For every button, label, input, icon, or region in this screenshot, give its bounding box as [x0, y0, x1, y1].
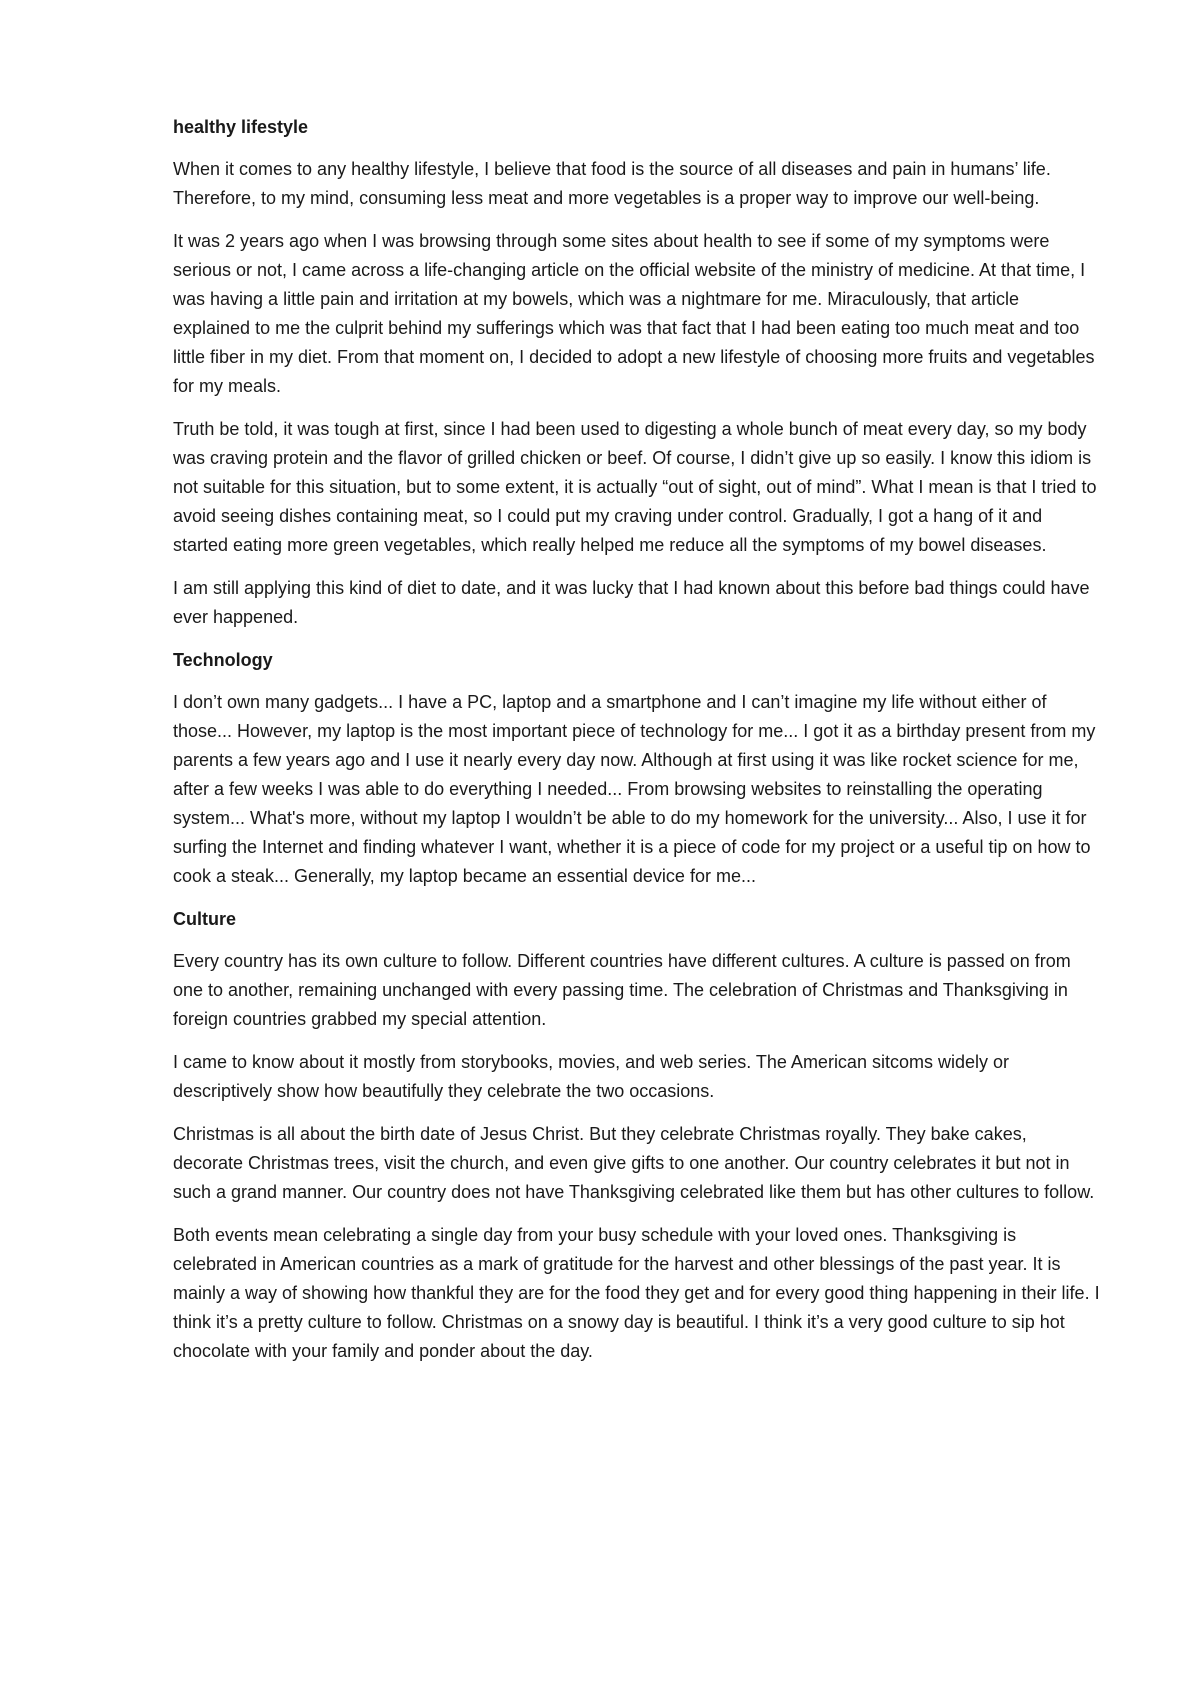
section-technology [173, 646, 1100, 891]
paragraph: It was 2 years ago when I was browsing through some sites about health to see if some of my symptoms were serious or not, I came across a life-changing article on the official website of the ministry of medicine. At that time, I was having a little pain and irritation at my bowels, which was a nightmare for me. Miraculously, that article explained to me the culprit behind my sufferings which was that fact that I had been eating too much meat and too little fiber in my diet. From that moment on, I decided to adopt a new lifestyle of choosing more fruits and vegetables for my meals. [173, 231, 1095, 396]
paragraph: When it comes to any healthy lifestyle, I believe that food is the source of all diseases and pain in humans’ life. Therefore, to my mind, consuming less meat and more vegetables is a proper way to improve our well-being. [173, 159, 1051, 208]
paragraph: Every country has its own culture to follow. Different countries have different cultures. A culture is passed on from one to another, remaining unchanged with every passing time. The celebration of Christmas and Thanksgiving in foreign countries grabbed my special attention. [173, 951, 1071, 1029]
section-heading: Technology [173, 650, 273, 670]
paragraph: I am still applying this kind of diet to date, and it was lucky that I had known about this before bad things could have ever happened. [173, 578, 1090, 627]
paragraph: Both events mean celebrating a single day from your busy schedule with your loved ones. Thanksgiving is celebrated in American countries as a mark of gratitude for the harvest and other blessings of the past year. It is mainly a way of showing how thankful they are for the food they get and for every good thing happening in their life. I think it’s a pretty culture to follow. Christmas on a snowy day is beautiful. I think it’s a very good culture to sip hot chocolate with your family and ponder about the day. [173, 1225, 1100, 1361]
paragraph: Christmas is all about the birth date of Jesus Christ. But they celebrate Christmas royally. They bake cakes, decorate Christmas trees, visit the church, and even give gifts to one another. Our country celebrates it but not in such a grand manner. Our country does not have Thanksgiving celebrated like them but has other cultures to follow. [173, 1124, 1095, 1202]
section-heading: healthy lifestyle [173, 117, 309, 137]
section-heading: Culture [173, 909, 236, 929]
section-culture [173, 905, 1100, 1366]
paragraph: Truth be told, it was tough at first, since I had been used to digesting a whole bunch of meat every day, so my body was craving protein and the flavor of grilled chicken or beef. Of course, I didn’t give up so easily. I know this idiom is not suitable for this situation, but to some extent, it is actually “out of sight, out of mind”. What I mean is that I tried to avoid seeing dishes containing meat, so I could put my craving under control. Gradually, I got a hang of it and started eating more green vegetables, which really helped me reduce all the symptoms of my bowel diseases. [173, 419, 1097, 555]
paragraph: I don’t own many gadgets... I have a PC, laptop and a smartphone and I can’t imagine my life without either of those... However, my laptop is the most important piece of technology for me... I got it as a birthday present from my parents a few years ago and I use it nearly every day now. Although at first using it was like rocket science for me, after a few weeks I was able to do everything I needed... From browsing websites to reinstalling the operating system... What's more, without my laptop I wouldn’t be able to do my homework for the university... Also, I use it for surfing the Internet and finding whatever I want, whether it is a piece of code for my project or a useful tip on how to cook a steak... Generally, my laptop became an essential device for me... [173, 692, 1096, 886]
paragraph: I came to know about it mostly from storybooks, movies, and web series. The American sitcoms widely or descriptively show how beautifully they celebrate the two occasions. [173, 1052, 1009, 1101]
section-healthy-lifestyle [173, 113, 1100, 632]
